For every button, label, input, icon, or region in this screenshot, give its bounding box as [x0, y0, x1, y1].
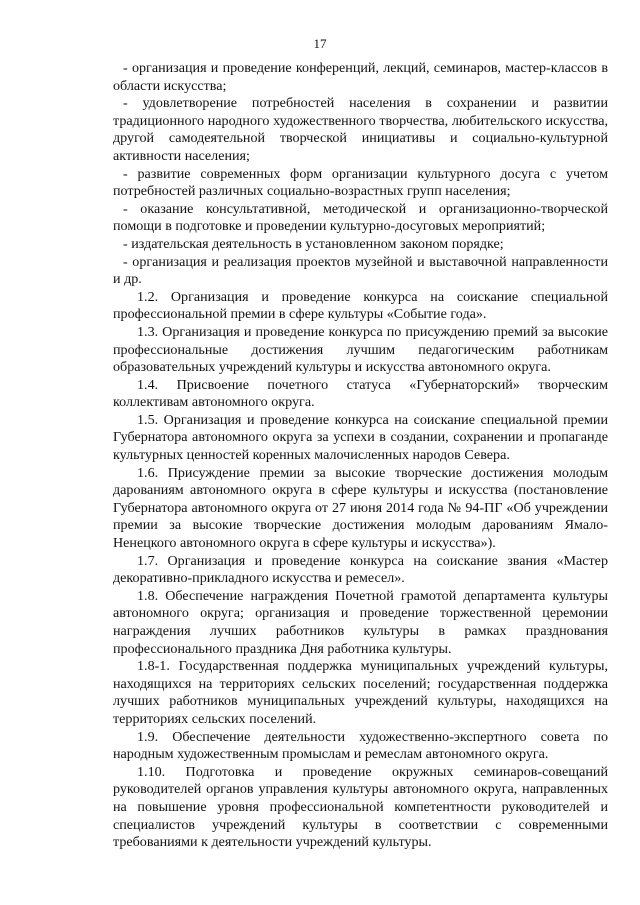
list-item: - развитие современных форм организации культурного досуга с учетом потребностей различных социально-возрастных групп населения; — [113, 165, 608, 200]
list-item: - организация и реализация проектов музейной и выставочной направленности и др. — [113, 253, 608, 288]
list-item: - организация и проведение конференций, лекций, семинаров, мастер-классов в области искусства; — [113, 60, 608, 94]
numbered-paragraph: 1.5. Организация и проведение конкурса на соискание специальной премии Губернатора автономного округа за успехи в создании, сохранении и пропаганде культурных ценностей коренных малочисленных народов Севера. — [113, 411, 608, 464]
document-body — [113, 60, 608, 852]
numbered-paragraph: 1.2. Организация и проведение конкурса на соискание специальной профессиональной премии в сфере культуры «Событие года». — [113, 288, 608, 323]
numbered-paragraph: 1.8. Обеспечение награждения Почетной грамотой департамента культуры автономного округа; организация и проведение торжественной церемонии награждения лучших работников культуры в рамках празднования профессионального праздника Дня работника культуры. — [113, 587, 608, 657]
page-number: 17 — [313, 36, 327, 51]
list-item: - оказание консультативной, методической и организационно-творческой помощи в подготовке и проведении культурно-досуговых мероприятий; — [113, 200, 608, 235]
numbered-paragraph: 1.4. Присвоение почетного статуса «Губернаторский» творческим коллективам автономного округа. — [113, 376, 608, 411]
list-item: - удовлетворение потребностей населения в сохранении и развитии традиционного народного художественного творчества, любительского искусства, другой самодеятельной творческой инициативы и социально-культурной активности населения; — [113, 95, 608, 164]
list-item: - издательская деятельность в установленном законом порядке; — [123, 235, 504, 252]
numbered-paragraph: 1.3. Организация и проведение конкурса по присуждению премий за высокие профессиональные достижения лучшим педагогическим работникам образовательных учреждений культуры и искусства автономного округа. — [113, 323, 608, 376]
numbered-paragraph: 1.8-1. Государственная поддержка муниципальных учреждений культуры, находящихся на территориях сельских поселений; государственная поддержка лучших работников муниципальных учреждений культуры, находящихся на территориях сельских поселений. — [113, 658, 608, 727]
numbered-paragraph: 1.10. Подготовка и проведение окружных семинаров-совещаний руководителей органов управления культуры автономного округа, направленных на повышение уровня профессиональной компетентности руководителей и специалистов учреждений культуры в соответствии с современными требованиями к деятельности учреждений культуры. — [113, 763, 608, 851]
numbered-paragraph: 1.7. Организация и проведение конкурса на соискание звания «Мастер декоративно-прикладного искусства и ремесел». — [113, 552, 608, 587]
numbered-paragraph: 1.6. Присуждение премии за высокие творческие достижения молодым дарованиям автономного округа в сфере культуры и искусства (постановление Губернатора автономного округа от 27 июня 2014 года № 94-ПГ «Об учреждении премии за высокие творческие достижения молодым дарованиям Ямало-Ненецкого автономного округа в сфере культуры и искусства»). — [113, 464, 608, 552]
numbered-paragraph: 1.9. Обеспечение деятельности художественно-экспертного совета по народным художественным промыслам и ремеслам автономного округа. — [113, 728, 608, 763]
